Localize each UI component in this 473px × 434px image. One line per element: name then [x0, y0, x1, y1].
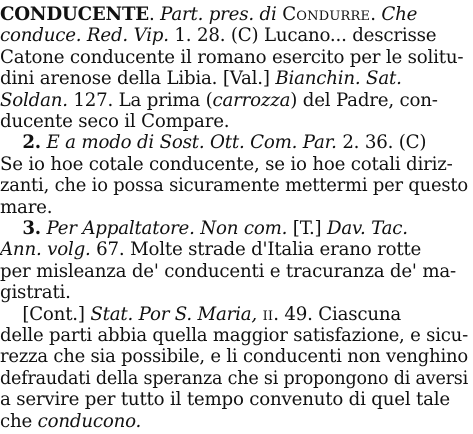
- entry-line: [0, 46, 473, 70]
- entry-text-segment: Soldan.: [0, 89, 68, 111]
- entry-text-segment: a servire per tutto il tempo convenuto di quel tale: [0, 389, 450, 411]
- entry-text-segment: .: [370, 4, 382, 25]
- entry-line: [0, 260, 473, 284]
- entry-text-segment: Se io hoe cotale conducente, se io hoe cotali diriz-: [0, 153, 453, 175]
- entry-text-segment: [T.]: [287, 218, 328, 239]
- entry-text-segment: .: [148, 4, 161, 25]
- entry-text-segment: CONDUCENTE: [0, 4, 149, 25]
- entry-text-segment: ducente seco il Compare.: [0, 111, 230, 132]
- entry-line: [0, 153, 473, 177]
- entry-text-segment: gistrati.: [0, 282, 71, 304]
- entry-text-segment: conducono.: [37, 410, 142, 432]
- entry-text-segment: ii: [262, 303, 274, 325]
- entry-text-segment: Ann. volg.: [0, 239, 91, 261]
- entry-text-segment: Per Appaltatore. Non com.: [46, 218, 288, 239]
- entry-line: [0, 367, 473, 391]
- entry-line: [0, 196, 473, 220]
- entry-text-segment: Stat. Por S. Maria,: [90, 303, 257, 325]
- entry-text-segment: 127. La prima (: [67, 89, 213, 111]
- entry-text-segment: Condurre: [282, 4, 371, 25]
- entry-text-segment: rezza che sia possibile, e li conducenti non venghino: [0, 346, 468, 368]
- entry-line: [0, 174, 473, 198]
- entry-text-segment: [0, 132, 22, 153]
- entry-text-segment: 3.: [22, 218, 41, 239]
- entry-line: [0, 217, 473, 241]
- entry-line: [0, 24, 473, 48]
- entry-text-segment: conduce. Red. Vip.: [0, 25, 169, 47]
- entry-text-segment: 2. 36. (C): [336, 132, 427, 154]
- entry-text-segment: Catone conducente il romano esercito per le solitu-: [0, 46, 464, 68]
- entry-line: [0, 388, 473, 412]
- entry-line: [0, 345, 473, 369]
- entry-text-segment: [0, 218, 22, 239]
- entry-text-segment: Dav. Tac.: [327, 218, 408, 239]
- entry-text-segment: 67. Molte strade d'Italia erano rotte: [90, 239, 422, 261]
- entry-text-segment: Part. pres. di: [160, 4, 283, 25]
- entry-text-segment: defraudati della speranza che si propongono di aversi: [0, 367, 468, 389]
- entry-text-segment: Bianchin. Sat.: [275, 68, 402, 90]
- entry-text-segment: dini arenose della Libia. [Val.]: [0, 68, 276, 90]
- entry-text-segment: zanti, che io possa sicuramente mettermi per questo: [0, 175, 468, 197]
- entry-line: [0, 324, 473, 348]
- entry-line: [0, 303, 473, 327]
- entry-text-segment: E a modo di Sost. Ott. Com. Par.: [46, 132, 337, 154]
- entry-line: [0, 131, 473, 155]
- entry-line: [0, 281, 473, 305]
- entry-line: [0, 67, 473, 91]
- entry-text-segment: 2.: [22, 132, 41, 154]
- entry-text-segment: mare.: [0, 196, 53, 218]
- entry-line: [0, 238, 473, 262]
- entry-text-segment: carrozza: [212, 89, 291, 111]
- entry-line: [0, 3, 473, 27]
- entry-text-segment: 1. 28. (C) Lucano... descrisse: [168, 25, 437, 47]
- entry-line: [0, 410, 473, 434]
- entry-text-segment: per misleanza de' conducenti e tracuranza de' ma-: [0, 260, 456, 282]
- entry-text-segment: che: [0, 410, 38, 432]
- entry-text-segment: . 49. Ciascuna: [273, 303, 402, 325]
- entry-line: [0, 110, 473, 134]
- entry-text-segment: ) del Padre, con-: [290, 89, 438, 111]
- entry-line: [0, 89, 473, 113]
- entry-text-segment: Che: [381, 4, 418, 25]
- entry-text-segment: delle parti abbia quella maggior satisfazione, e sicu-: [0, 325, 468, 346]
- entry-text-segment: [Cont.]: [0, 303, 91, 325]
